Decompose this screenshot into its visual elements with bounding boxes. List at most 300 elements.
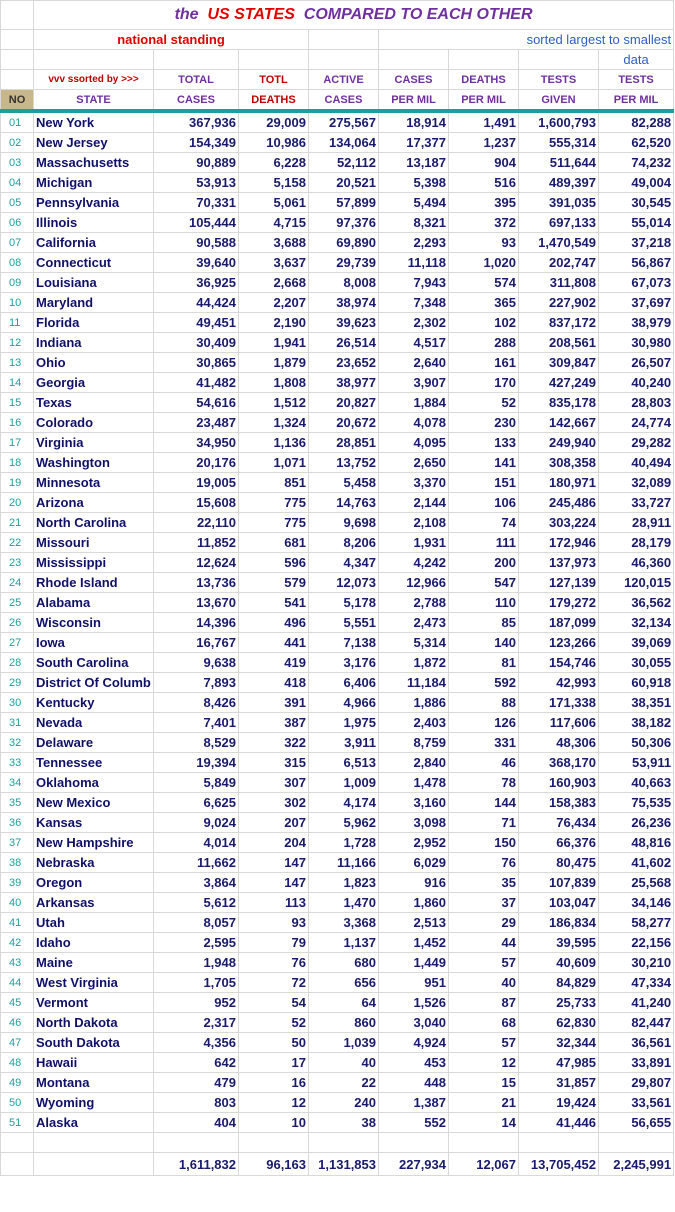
state-name-cell[interactable]: Nevada xyxy=(34,713,154,733)
tests-given-cell[interactable]: 311,808 xyxy=(519,273,599,293)
total-deaths-cell[interactable]: 302 xyxy=(239,793,309,813)
deaths-per-mil-cell[interactable]: 288 xyxy=(449,333,519,353)
active-cases-cell[interactable]: 4,966 xyxy=(309,693,379,713)
row-no-cell[interactable]: 23 xyxy=(1,553,34,573)
tests-per-mil-cell[interactable]: 33,891 xyxy=(599,1053,674,1073)
empty-cell[interactable] xyxy=(519,1133,599,1153)
row-no-cell[interactable]: 17 xyxy=(1,433,34,453)
total-cases-cell[interactable]: 19,005 xyxy=(154,473,239,493)
state-name-cell[interactable]: Wisconsin xyxy=(34,613,154,633)
tests-given-cell[interactable]: 137,973 xyxy=(519,553,599,573)
deaths-per-mil-cell[interactable]: 57 xyxy=(449,953,519,973)
active-cases-cell[interactable]: 1,728 xyxy=(309,833,379,853)
deaths-per-mil-cell[interactable]: 57 xyxy=(449,1033,519,1053)
deaths-per-mil-cell[interactable]: 133 xyxy=(449,433,519,453)
total-cases-total[interactable]: 1,611,832 xyxy=(154,1153,239,1176)
total-cases-cell[interactable]: 952 xyxy=(154,993,239,1013)
active-cases-cell[interactable]: 6,406 xyxy=(309,673,379,693)
total-cases-cell[interactable]: 6,625 xyxy=(154,793,239,813)
table-row[interactable] xyxy=(1,673,674,693)
tests-per-mil-cell[interactable]: 120,015 xyxy=(599,573,674,593)
table-row[interactable] xyxy=(1,293,674,313)
row-no-cell[interactable]: 11 xyxy=(1,313,34,333)
total-deaths-cell[interactable]: 76 xyxy=(239,953,309,973)
total-deaths-cell[interactable]: 5,061 xyxy=(239,193,309,213)
tests-given-cell[interactable]: 48,306 xyxy=(519,733,599,753)
tests-per-mil-cell[interactable]: 28,911 xyxy=(599,513,674,533)
active-cases-cell[interactable]: 5,458 xyxy=(309,473,379,493)
total-deaths-cell[interactable]: 496 xyxy=(239,613,309,633)
total-deaths-cell[interactable]: 851 xyxy=(239,473,309,493)
total-deaths-cell[interactable]: 50 xyxy=(239,1033,309,1053)
state-name-cell[interactable]: Mississippi xyxy=(34,553,154,573)
row-no-cell[interactable]: 37 xyxy=(1,833,34,853)
state-name-cell[interactable]: Colorado xyxy=(34,413,154,433)
cases-per-mil-cell[interactable]: 1,478 xyxy=(379,773,449,793)
row-no-cell[interactable]: 04 xyxy=(1,173,34,193)
deaths-per-mil-cell[interactable]: 161 xyxy=(449,353,519,373)
table-row[interactable] xyxy=(1,713,674,733)
deaths-per-mil-cell[interactable]: 141 xyxy=(449,453,519,473)
tests-given-cell[interactable]: 249,940 xyxy=(519,433,599,453)
cases-per-mil-cell[interactable]: 8,759 xyxy=(379,733,449,753)
tests-per-mil-cell[interactable]: 36,562 xyxy=(599,593,674,613)
total-deaths-cell[interactable]: 3,688 xyxy=(239,233,309,253)
total-deaths-cell[interactable]: 1,808 xyxy=(239,373,309,393)
active-cases-cell[interactable]: 3,176 xyxy=(309,653,379,673)
total-deaths-cell[interactable]: 579 xyxy=(239,573,309,593)
table-row[interactable] xyxy=(1,753,674,773)
cases-per-mil-cell[interactable]: 3,040 xyxy=(379,1013,449,1033)
tests-per-mil-cell[interactable]: 50,306 xyxy=(599,733,674,753)
active-cases-cell[interactable]: 14,763 xyxy=(309,493,379,513)
row-no-cell[interactable]: 02 xyxy=(1,133,34,153)
deaths-per-mil-cell[interactable]: 110 xyxy=(449,593,519,613)
row-no-cell[interactable]: 14 xyxy=(1,373,34,393)
tests-given-cell[interactable]: 555,314 xyxy=(519,133,599,153)
deaths-per-mil-cell[interactable]: 74 xyxy=(449,513,519,533)
total-deaths-cell[interactable]: 391 xyxy=(239,693,309,713)
row-no-cell[interactable]: 26 xyxy=(1,613,34,633)
deaths-per-mil-cell[interactable]: 93 xyxy=(449,233,519,253)
table-row[interactable] xyxy=(1,253,674,273)
tests-given-cell[interactable]: 123,266 xyxy=(519,633,599,653)
deaths-per-mil-cell[interactable]: 85 xyxy=(449,613,519,633)
cases-per-mil-cell[interactable]: 17,377 xyxy=(379,133,449,153)
row-no-cell[interactable]: 24 xyxy=(1,573,34,593)
empty-cell[interactable] xyxy=(599,1133,674,1153)
deaths-per-mil-cell[interactable]: 29 xyxy=(449,913,519,933)
active-cases-cell[interactable]: 680 xyxy=(309,953,379,973)
tests-per-mil-cell[interactable]: 26,236 xyxy=(599,813,674,833)
cases-per-mil-cell[interactable]: 2,293 xyxy=(379,233,449,253)
tests-given-cell[interactable]: 489,397 xyxy=(519,173,599,193)
deaths-per-mil-cell[interactable]: 37 xyxy=(449,893,519,913)
row-no-cell[interactable]: 40 xyxy=(1,893,34,913)
cases-per-mil-cell[interactable]: 916 xyxy=(379,873,449,893)
cases-per-mil-cell[interactable]: 2,650 xyxy=(379,453,449,473)
total-cases-cell[interactable]: 12,624 xyxy=(154,553,239,573)
deaths-per-mil-cell[interactable]: 170 xyxy=(449,373,519,393)
state-name-cell[interactable]: Arkansas xyxy=(34,893,154,913)
total-cases-cell[interactable]: 5,849 xyxy=(154,773,239,793)
tests-per-mil-cell[interactable]: 22,156 xyxy=(599,933,674,953)
total-cases-cell[interactable]: 44,424 xyxy=(154,293,239,313)
active-cases-cell[interactable]: 1,470 xyxy=(309,893,379,913)
cases-per-mil-cell[interactable]: 3,370 xyxy=(379,473,449,493)
active-cases-cell[interactable]: 3,911 xyxy=(309,733,379,753)
table-row[interactable] xyxy=(1,393,674,413)
tests-per-mil-cell[interactable]: 49,004 xyxy=(599,173,674,193)
tests-per-mil-cell[interactable]: 62,520 xyxy=(599,133,674,153)
tests-given-total[interactable]: 13,705,452 xyxy=(519,1153,599,1176)
row-no-cell[interactable]: 21 xyxy=(1,513,34,533)
cases-per-mil-cell[interactable]: 5,494 xyxy=(379,193,449,213)
cases-per-mil-cell[interactable]: 1,860 xyxy=(379,893,449,913)
tests-per-mil-cell[interactable]: 56,655 xyxy=(599,1113,674,1133)
state-name-cell[interactable]: South Dakota xyxy=(34,1033,154,1053)
tests-per-mil-cell[interactable]: 40,663 xyxy=(599,773,674,793)
state-name-cell[interactable]: Washington xyxy=(34,453,154,473)
total-cases-cell[interactable]: 53,913 xyxy=(154,173,239,193)
row-no-cell[interactable]: 45 xyxy=(1,993,34,1013)
total-deaths-cell[interactable]: 52 xyxy=(239,1013,309,1033)
table-row[interactable] xyxy=(1,913,674,933)
table-row[interactable] xyxy=(1,533,674,553)
row-no-cell[interactable]: 48 xyxy=(1,1053,34,1073)
tests-given-cell[interactable]: 202,747 xyxy=(519,253,599,273)
cases-per-mil-cell[interactable]: 7,943 xyxy=(379,273,449,293)
active-cases-cell[interactable]: 23,652 xyxy=(309,353,379,373)
row-no-cell[interactable]: 27 xyxy=(1,633,34,653)
row-no-cell[interactable]: 38 xyxy=(1,853,34,873)
table-row[interactable] xyxy=(1,553,674,573)
cases-per-mil-cell[interactable]: 951 xyxy=(379,973,449,993)
deaths-per-mil-cell[interactable]: 78 xyxy=(449,773,519,793)
deaths-per-mil-cell[interactable]: 150 xyxy=(449,833,519,853)
deaths-per-mil-cell[interactable]: 151 xyxy=(449,473,519,493)
tests-given-cell[interactable]: 62,830 xyxy=(519,1013,599,1033)
tests-given-cell[interactable]: 835,178 xyxy=(519,393,599,413)
tests-given-cell[interactable]: 208,561 xyxy=(519,333,599,353)
active-cases-cell[interactable]: 5,551 xyxy=(309,613,379,633)
tests-per-mil-cell[interactable]: 29,807 xyxy=(599,1073,674,1093)
cases-per-mil-cell[interactable]: 3,160 xyxy=(379,793,449,813)
active-cases-cell[interactable]: 8,008 xyxy=(309,273,379,293)
active-cases-cell[interactable]: 57,899 xyxy=(309,193,379,213)
deaths-per-mil-cell[interactable]: 331 xyxy=(449,733,519,753)
tests-given-cell[interactable]: 25,733 xyxy=(519,993,599,1013)
state-name-cell[interactable]: Oklahoma xyxy=(34,773,154,793)
tests-given-cell[interactable]: 42,993 xyxy=(519,673,599,693)
total-deaths-cell[interactable]: 5,158 xyxy=(239,173,309,193)
deaths-per-mil-cell[interactable]: 15 xyxy=(449,1073,519,1093)
empty-cell[interactable] xyxy=(34,1133,154,1153)
total-cases-cell[interactable]: 34,950 xyxy=(154,433,239,453)
total-cases-cell[interactable]: 2,595 xyxy=(154,933,239,953)
tests-given-cell[interactable]: 31,857 xyxy=(519,1073,599,1093)
deaths-per-mil-cell[interactable]: 1,491 xyxy=(449,111,519,133)
state-name-cell[interactable]: North Dakota xyxy=(34,1013,154,1033)
total-cases-cell[interactable]: 22,110 xyxy=(154,513,239,533)
tests-given-cell[interactable]: 245,486 xyxy=(519,493,599,513)
active-cases-cell[interactable]: 40 xyxy=(309,1053,379,1073)
state-name-cell[interactable]: Vermont xyxy=(34,993,154,1013)
state-name-cell[interactable]: Florida xyxy=(34,313,154,333)
total-deaths-cell[interactable]: 113 xyxy=(239,893,309,913)
cases-per-mil-cell[interactable]: 12,966 xyxy=(379,573,449,593)
tests-per-mil-cell[interactable]: 67,073 xyxy=(599,273,674,293)
active-cases-cell[interactable]: 8,206 xyxy=(309,533,379,553)
total-deaths-cell[interactable]: 29,009 xyxy=(239,111,309,133)
total-deaths-cell[interactable]: 6,228 xyxy=(239,153,309,173)
table-row[interactable] xyxy=(1,973,674,993)
tests-given-cell[interactable]: 172,946 xyxy=(519,533,599,553)
active-cases-cell[interactable]: 39,623 xyxy=(309,313,379,333)
active-cases-cell[interactable]: 5,962 xyxy=(309,813,379,833)
total-deaths-cell[interactable]: 1,136 xyxy=(239,433,309,453)
total-deaths-cell[interactable]: 12 xyxy=(239,1093,309,1113)
total-deaths-cell[interactable]: 16 xyxy=(239,1073,309,1093)
active-cases-cell[interactable]: 28,851 xyxy=(309,433,379,453)
tests-per-mil-cell[interactable]: 30,210 xyxy=(599,953,674,973)
tests-given-cell[interactable]: 308,358 xyxy=(519,453,599,473)
state-name-cell[interactable]: Illinois xyxy=(34,213,154,233)
deaths-per-mil-cell[interactable]: 144 xyxy=(449,793,519,813)
total-cases-cell[interactable]: 14,396 xyxy=(154,613,239,633)
state-name-cell[interactable]: West Virginia xyxy=(34,973,154,993)
tests-given-cell[interactable]: 179,272 xyxy=(519,593,599,613)
total-cases-cell[interactable]: 105,444 xyxy=(154,213,239,233)
active-cases-cell[interactable]: 38,974 xyxy=(309,293,379,313)
tests-per-mil-cell[interactable]: 38,351 xyxy=(599,693,674,713)
cases-per-mil-cell[interactable]: 2,144 xyxy=(379,493,449,513)
deaths-per-mil-cell[interactable]: 200 xyxy=(449,553,519,573)
state-name-cell[interactable]: Texas xyxy=(34,393,154,413)
row-no-cell[interactable]: 51 xyxy=(1,1113,34,1133)
row-no-cell[interactable]: 44 xyxy=(1,973,34,993)
active-cases-cell[interactable]: 13,752 xyxy=(309,453,379,473)
active-cases-cell[interactable]: 3,368 xyxy=(309,913,379,933)
tests-per-mil-cell[interactable]: 75,535 xyxy=(599,793,674,813)
state-name-cell[interactable]: Massachusetts xyxy=(34,153,154,173)
tests-given-cell[interactable]: 309,847 xyxy=(519,353,599,373)
deaths-per-mil-cell[interactable]: 81 xyxy=(449,653,519,673)
total-cases-cell[interactable]: 7,401 xyxy=(154,713,239,733)
tests-per-mil-cell[interactable]: 74,232 xyxy=(599,153,674,173)
total-deaths-cell[interactable]: 79 xyxy=(239,933,309,953)
deaths-per-mil-cell[interactable]: 68 xyxy=(449,1013,519,1033)
state-name-cell[interactable]: Michigan xyxy=(34,173,154,193)
cases-per-mil-cell[interactable]: 7,348 xyxy=(379,293,449,313)
total-deaths-cell[interactable]: 1,941 xyxy=(239,333,309,353)
cases-per-mil-cell[interactable]: 1,526 xyxy=(379,993,449,1013)
total-deaths-cell[interactable]: 2,207 xyxy=(239,293,309,313)
state-name-cell[interactable]: Maryland xyxy=(34,293,154,313)
cases-per-mil-cell[interactable]: 11,118 xyxy=(379,253,449,273)
deaths-per-mil-cell[interactable]: 140 xyxy=(449,633,519,653)
tests-per-mil-cell[interactable]: 58,277 xyxy=(599,913,674,933)
table-row[interactable] xyxy=(1,273,674,293)
row-no-cell[interactable]: 46 xyxy=(1,1013,34,1033)
state-name-cell[interactable]: Georgia xyxy=(34,373,154,393)
row-no-cell[interactable]: 08 xyxy=(1,253,34,273)
tests-given-cell[interactable]: 368,170 xyxy=(519,753,599,773)
empty-cell[interactable] xyxy=(1,1153,34,1176)
deaths-per-mil-cell[interactable]: 904 xyxy=(449,153,519,173)
total-cases-cell[interactable]: 5,612 xyxy=(154,893,239,913)
table-row[interactable] xyxy=(1,593,674,613)
row-no-cell[interactable]: 05 xyxy=(1,193,34,213)
total-deaths-cell[interactable]: 315 xyxy=(239,753,309,773)
active-cases-cell[interactable]: 240 xyxy=(309,1093,379,1113)
state-name-cell[interactable]: Louisiana xyxy=(34,273,154,293)
tests-given-cell[interactable]: 127,139 xyxy=(519,573,599,593)
state-name-cell[interactable]: South Carolina xyxy=(34,653,154,673)
table-row[interactable] xyxy=(1,773,674,793)
state-name-cell[interactable]: Nebraska xyxy=(34,853,154,873)
row-no-cell[interactable]: 20 xyxy=(1,493,34,513)
tests-per-mil-cell[interactable]: 30,980 xyxy=(599,333,674,353)
row-no-cell[interactable]: 15 xyxy=(1,393,34,413)
tests-per-mil-cell[interactable]: 34,146 xyxy=(599,893,674,913)
tests-per-mil-cell[interactable]: 32,134 xyxy=(599,613,674,633)
deaths-per-mil-cell[interactable]: 126 xyxy=(449,713,519,733)
deaths-per-mil-cell[interactable]: 574 xyxy=(449,273,519,293)
active-cases-cell[interactable]: 7,138 xyxy=(309,633,379,653)
tests-per-mil-cell[interactable]: 82,447 xyxy=(599,1013,674,1033)
total-deaths-cell[interactable]: 204 xyxy=(239,833,309,853)
active-cases-cell[interactable]: 1,009 xyxy=(309,773,379,793)
tests-given-cell[interactable]: 103,047 xyxy=(519,893,599,913)
total-deaths-cell[interactable]: 307 xyxy=(239,773,309,793)
state-name-cell[interactable]: Missouri xyxy=(34,533,154,553)
state-name-cell[interactable]: North Carolina xyxy=(34,513,154,533)
state-name-cell[interactable]: Kentucky xyxy=(34,693,154,713)
state-name-cell[interactable]: Alaska xyxy=(34,1113,154,1133)
tests-per-mil-cell[interactable]: 46,360 xyxy=(599,553,674,573)
table-row[interactable] xyxy=(1,173,674,193)
tests-given-cell[interactable]: 160,903 xyxy=(519,773,599,793)
total-deaths-cell[interactable]: 17 xyxy=(239,1053,309,1073)
deaths-per-mil-cell[interactable]: 1,237 xyxy=(449,133,519,153)
deaths-per-mil-cell[interactable]: 102 xyxy=(449,313,519,333)
deaths-per-mil-cell[interactable]: 87 xyxy=(449,993,519,1013)
total-cases-cell[interactable]: 9,024 xyxy=(154,813,239,833)
total-deaths-cell[interactable]: 1,071 xyxy=(239,453,309,473)
tests-per-mil-cell[interactable]: 40,494 xyxy=(599,453,674,473)
tests-given-cell[interactable]: 84,829 xyxy=(519,973,599,993)
cases-per-mil-cell[interactable]: 2,513 xyxy=(379,913,449,933)
total-deaths-cell[interactable]: 1,512 xyxy=(239,393,309,413)
row-no-cell[interactable]: 09 xyxy=(1,273,34,293)
total-deaths-cell[interactable]: 3,637 xyxy=(239,253,309,273)
cases-per-mil-cell[interactable]: 5,314 xyxy=(379,633,449,653)
state-name-cell[interactable]: Maine xyxy=(34,953,154,973)
table-row[interactable] xyxy=(1,1033,674,1053)
total-cases-cell[interactable]: 7,893 xyxy=(154,673,239,693)
active-cases-cell[interactable]: 22 xyxy=(309,1073,379,1093)
row-no-cell[interactable]: 29 xyxy=(1,673,34,693)
tests-given-cell[interactable]: 39,595 xyxy=(519,933,599,953)
cases-per-mil-cell[interactable]: 4,078 xyxy=(379,413,449,433)
total-cases-cell[interactable]: 41,482 xyxy=(154,373,239,393)
tests-given-cell[interactable]: 154,746 xyxy=(519,653,599,673)
deaths-per-mil-cell[interactable]: 21 xyxy=(449,1093,519,1113)
tests-given-cell[interactable]: 19,424 xyxy=(519,1093,599,1113)
table-row[interactable] xyxy=(1,513,674,533)
tests-per-mil-cell[interactable]: 28,803 xyxy=(599,393,674,413)
active-cases-cell[interactable]: 52,112 xyxy=(309,153,379,173)
active-cases-cell[interactable]: 38,977 xyxy=(309,373,379,393)
total-cases-cell[interactable]: 54,616 xyxy=(154,393,239,413)
cases-per-mil-cell[interactable]: 13,187 xyxy=(379,153,449,173)
table-row[interactable] xyxy=(1,313,674,333)
table-row[interactable] xyxy=(1,793,674,813)
state-name-cell[interactable]: New York xyxy=(34,111,154,133)
total-deaths-cell[interactable]: 541 xyxy=(239,593,309,613)
total-deaths-total[interactable]: 96,163 xyxy=(239,1153,309,1176)
total-deaths-cell[interactable]: 2,190 xyxy=(239,313,309,333)
cases-per-mil-cell[interactable]: 2,403 xyxy=(379,713,449,733)
cases-per-mil-cell[interactable]: 1,387 xyxy=(379,1093,449,1113)
tests-given-cell[interactable]: 47,985 xyxy=(519,1053,599,1073)
state-name-cell[interactable]: New Mexico xyxy=(34,793,154,813)
total-deaths-cell[interactable]: 1,879 xyxy=(239,353,309,373)
cases-per-mil-cell[interactable]: 1,449 xyxy=(379,953,449,973)
total-cases-cell[interactable]: 367,936 xyxy=(154,111,239,133)
tests-given-cell[interactable]: 1,470,549 xyxy=(519,233,599,253)
active-cases-cell[interactable]: 29,739 xyxy=(309,253,379,273)
total-cases-cell[interactable]: 13,670 xyxy=(154,593,239,613)
active-cases-cell[interactable]: 26,514 xyxy=(309,333,379,353)
row-no-cell[interactable]: 50 xyxy=(1,1093,34,1113)
tests-per-mil-cell[interactable]: 32,089 xyxy=(599,473,674,493)
tests-per-mil-cell[interactable]: 56,867 xyxy=(599,253,674,273)
tests-per-mil-cell[interactable]: 33,561 xyxy=(599,1093,674,1113)
table-row[interactable] xyxy=(1,733,674,753)
table-row[interactable] xyxy=(1,473,674,493)
total-deaths-cell[interactable]: 419 xyxy=(239,653,309,673)
total-cases-cell[interactable]: 20,176 xyxy=(154,453,239,473)
tests-given-cell[interactable]: 186,834 xyxy=(519,913,599,933)
deaths-per-mil-cell[interactable]: 46 xyxy=(449,753,519,773)
deaths-per-mil-cell[interactable]: 44 xyxy=(449,933,519,953)
table-row[interactable] xyxy=(1,453,674,473)
deaths-per-mil-total[interactable]: 12,067 xyxy=(449,1153,519,1176)
tests-per-mil-cell[interactable]: 25,568 xyxy=(599,873,674,893)
state-name-cell[interactable]: Kansas xyxy=(34,813,154,833)
cases-per-mil-cell[interactable]: 2,108 xyxy=(379,513,449,533)
total-cases-cell[interactable]: 2,317 xyxy=(154,1013,239,1033)
active-cases-total[interactable]: 1,131,853 xyxy=(309,1153,379,1176)
row-no-cell[interactable]: 42 xyxy=(1,933,34,953)
row-no-cell[interactable]: 12 xyxy=(1,333,34,353)
active-cases-cell[interactable]: 1,975 xyxy=(309,713,379,733)
cases-per-mil-cell[interactable]: 2,840 xyxy=(379,753,449,773)
table-row[interactable] xyxy=(1,111,674,133)
active-cases-cell[interactable]: 4,347 xyxy=(309,553,379,573)
row-no-cell[interactable]: 30 xyxy=(1,693,34,713)
row-no-cell[interactable]: 06 xyxy=(1,213,34,233)
row-no-cell[interactable]: 41 xyxy=(1,913,34,933)
active-cases-cell[interactable]: 64 xyxy=(309,993,379,1013)
tests-given-cell[interactable]: 427,249 xyxy=(519,373,599,393)
state-name-cell[interactable]: Alabama xyxy=(34,593,154,613)
tests-per-mil-cell[interactable]: 24,774 xyxy=(599,413,674,433)
active-cases-cell[interactable]: 1,137 xyxy=(309,933,379,953)
table-row[interactable] xyxy=(1,893,674,913)
